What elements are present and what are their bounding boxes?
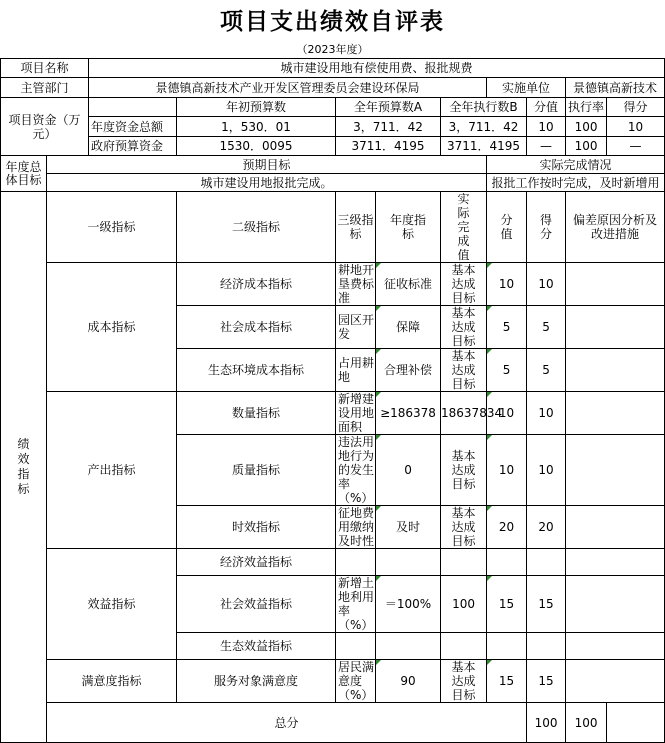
funds-header-rate: 执行率 [566,98,607,117]
output-actual: 基本达成目标 [441,506,487,549]
output-l3: 违法用地行为的发生率（%） [336,435,376,506]
perf-header-target: 年度指标 [376,192,441,263]
funds-header-points: 得分 [607,98,665,117]
funds-header-blank [89,98,177,117]
funds-gov-executed: 3711．4195 [441,137,527,156]
cost-reason [566,306,665,349]
evaluation-table [0,58,665,743]
output-l2: 时效指标 [177,506,336,549]
output-target: 0 [376,435,441,506]
output-points: 10 [527,392,566,435]
goals-label: 年度总体目标 [1,156,47,192]
benefit-l3 [336,549,376,576]
cost-target: 保障 [376,306,441,349]
funds-gov-annual: 3711．4195 [336,137,441,156]
output-score: 10 [487,435,527,506]
benefit-l2: 生态效益指标 [177,633,336,660]
total-score: 100 [527,703,566,743]
benefit-points: 15 [527,576,566,633]
funds-total-executed: 3，711．42 [441,117,527,137]
total-points: 100 [566,703,607,743]
dept-label: 主管部门 [1,78,89,98]
funds-gov-rate: 100 [566,137,607,156]
total-reason [607,703,665,743]
perf-label: 绩效指标 [1,192,47,743]
goals-actual-label: 实际完成情况 [487,156,665,174]
satisfaction-l1: 满意度指标 [47,660,177,703]
cost-actual: 基本达成目标 [441,306,487,349]
satisfaction-actual: 基本达成目标 [441,660,487,703]
cost-l1: 成本指标 [47,263,177,392]
output-score: 20 [487,506,527,549]
project-name-value: 城市建设用地有偿使用费、报批规费 [89,59,665,78]
funds-total-points: 10 [607,117,665,137]
benefit-score [487,549,527,576]
benefit-score [487,633,527,660]
output-actual: 18637834 [441,392,487,435]
cost-target: 合理补偿 [376,349,441,392]
cost-l3: 耕地开垦费标准 [336,263,376,306]
output-reason [566,435,665,506]
cost-actual: 基本达成目标 [441,263,487,306]
benefit-l2: 社会效益指标 [177,576,336,633]
funds-header-executed: 全年执行数B [441,98,527,117]
cost-l2: 社会成本指标 [177,306,336,349]
satisfaction-l3: 居民满意度（%） [336,660,376,703]
satisfaction-score: 15 [487,660,527,703]
output-reason [566,392,665,435]
output-target: ≥186378 [376,392,441,435]
benefit-points [527,549,566,576]
benefit-actual [441,633,487,660]
cost-score: 10 [487,263,527,306]
cost-reason [566,349,665,392]
goals-actual-value: 报批工作按时完成，及时新增用 [487,174,665,192]
funds-gov-points: — [607,137,665,156]
funds-total-label: 年度资金总额 [89,117,177,137]
funds-header-initial: 年初预算数 [177,98,336,117]
benefit-l3 [336,633,376,660]
cost-l3: 园区开发 [336,306,376,349]
project-name-label: 项目名称 [1,59,89,78]
perf-header-l2: 二级指标 [177,192,336,263]
benefit-points [527,633,566,660]
perf-header-score: 分值 [487,192,527,263]
benefit-target: ＝100% [376,576,441,633]
perf-header-l1: 一级指标 [47,192,177,263]
funds-total-initial: 1，530．01 [177,117,336,137]
cost-points: 5 [527,306,566,349]
output-points: 20 [527,506,566,549]
satisfaction-points: 15 [527,660,566,703]
funds-header-score: 分值 [527,98,566,117]
cost-actual: 基本达成目标 [441,349,487,392]
output-l3: 新增建设用地面积 [336,392,376,435]
goals-expected-value: 城市建设用地报批完成。 [47,174,487,192]
funds-header-annual: 全年预算数A [336,98,441,117]
benefit-actual [441,549,487,576]
satisfaction-l2: 服务对象满意度 [177,660,336,703]
benefit-target [376,633,441,660]
cost-target: 征收标准 [376,263,441,306]
satisfaction-target: 90 [376,660,441,703]
funds-total-rate: 100 [566,117,607,137]
funds-gov-label: 政府预算资金 [89,137,177,156]
funds-total-score: 10 [527,117,566,137]
dept-value: 景德镇高新技术产业开发区管理委员会建设环保局 [89,78,487,98]
perf-header-reason: 偏差原因分析及改进措施 [566,192,665,263]
perf-header-l3: 三级指标 [336,192,376,263]
output-l2: 质量指标 [177,435,336,506]
impl-unit-value: 景德镇高新技术 [566,78,665,98]
benefit-l1: 效益指标 [47,549,177,660]
funds-gov-score: — [527,137,566,156]
benefit-reason [566,576,665,633]
funds-label: 项目资金（万元） [1,98,89,156]
page-title: 项目支出绩效自评表 [220,8,445,35]
cost-score: 5 [487,306,527,349]
funds-total-annual: 3，711．42 [336,117,441,137]
cost-reason [566,263,665,306]
output-l1: 产出指标 [47,392,177,549]
cost-score: 5 [487,349,527,392]
benefit-target [376,549,441,576]
output-l2: 数量指标 [177,392,336,435]
cost-l2: 生态环境成本指标 [177,349,336,392]
cost-points: 10 [527,263,566,306]
goals-expected-label: 预期目标 [47,156,487,174]
funds-gov-initial: 1530．0095 [177,137,336,156]
benefit-l3: 新增土地利用率（%） [336,576,376,633]
total-label: 总分 [47,703,527,743]
cost-l2: 经济成本指标 [177,263,336,306]
perf-header-actual: 实际完成值 [441,192,487,263]
output-target: 及时 [376,506,441,549]
satisfaction-reason [566,660,665,703]
output-reason [566,506,665,549]
benefit-actual: 100 [441,576,487,633]
output-l3: 征地费用缴纳及时性 [336,506,376,549]
year-subtitle: （2023年度） [296,43,369,56]
benefit-reason [566,633,665,660]
impl-unit-label: 实施单位 [487,78,566,98]
output-points: 10 [527,435,566,506]
benefit-l2: 经济效益指标 [177,549,336,576]
output-actual: 基本达成目标 [441,435,487,506]
output-score: 10 [487,392,527,435]
cost-l3: 占用耕地 [336,349,376,392]
perf-header-points: 得分 [527,192,566,263]
cost-points: 5 [527,349,566,392]
benefit-reason [566,549,665,576]
benefit-score: 15 [487,576,527,633]
